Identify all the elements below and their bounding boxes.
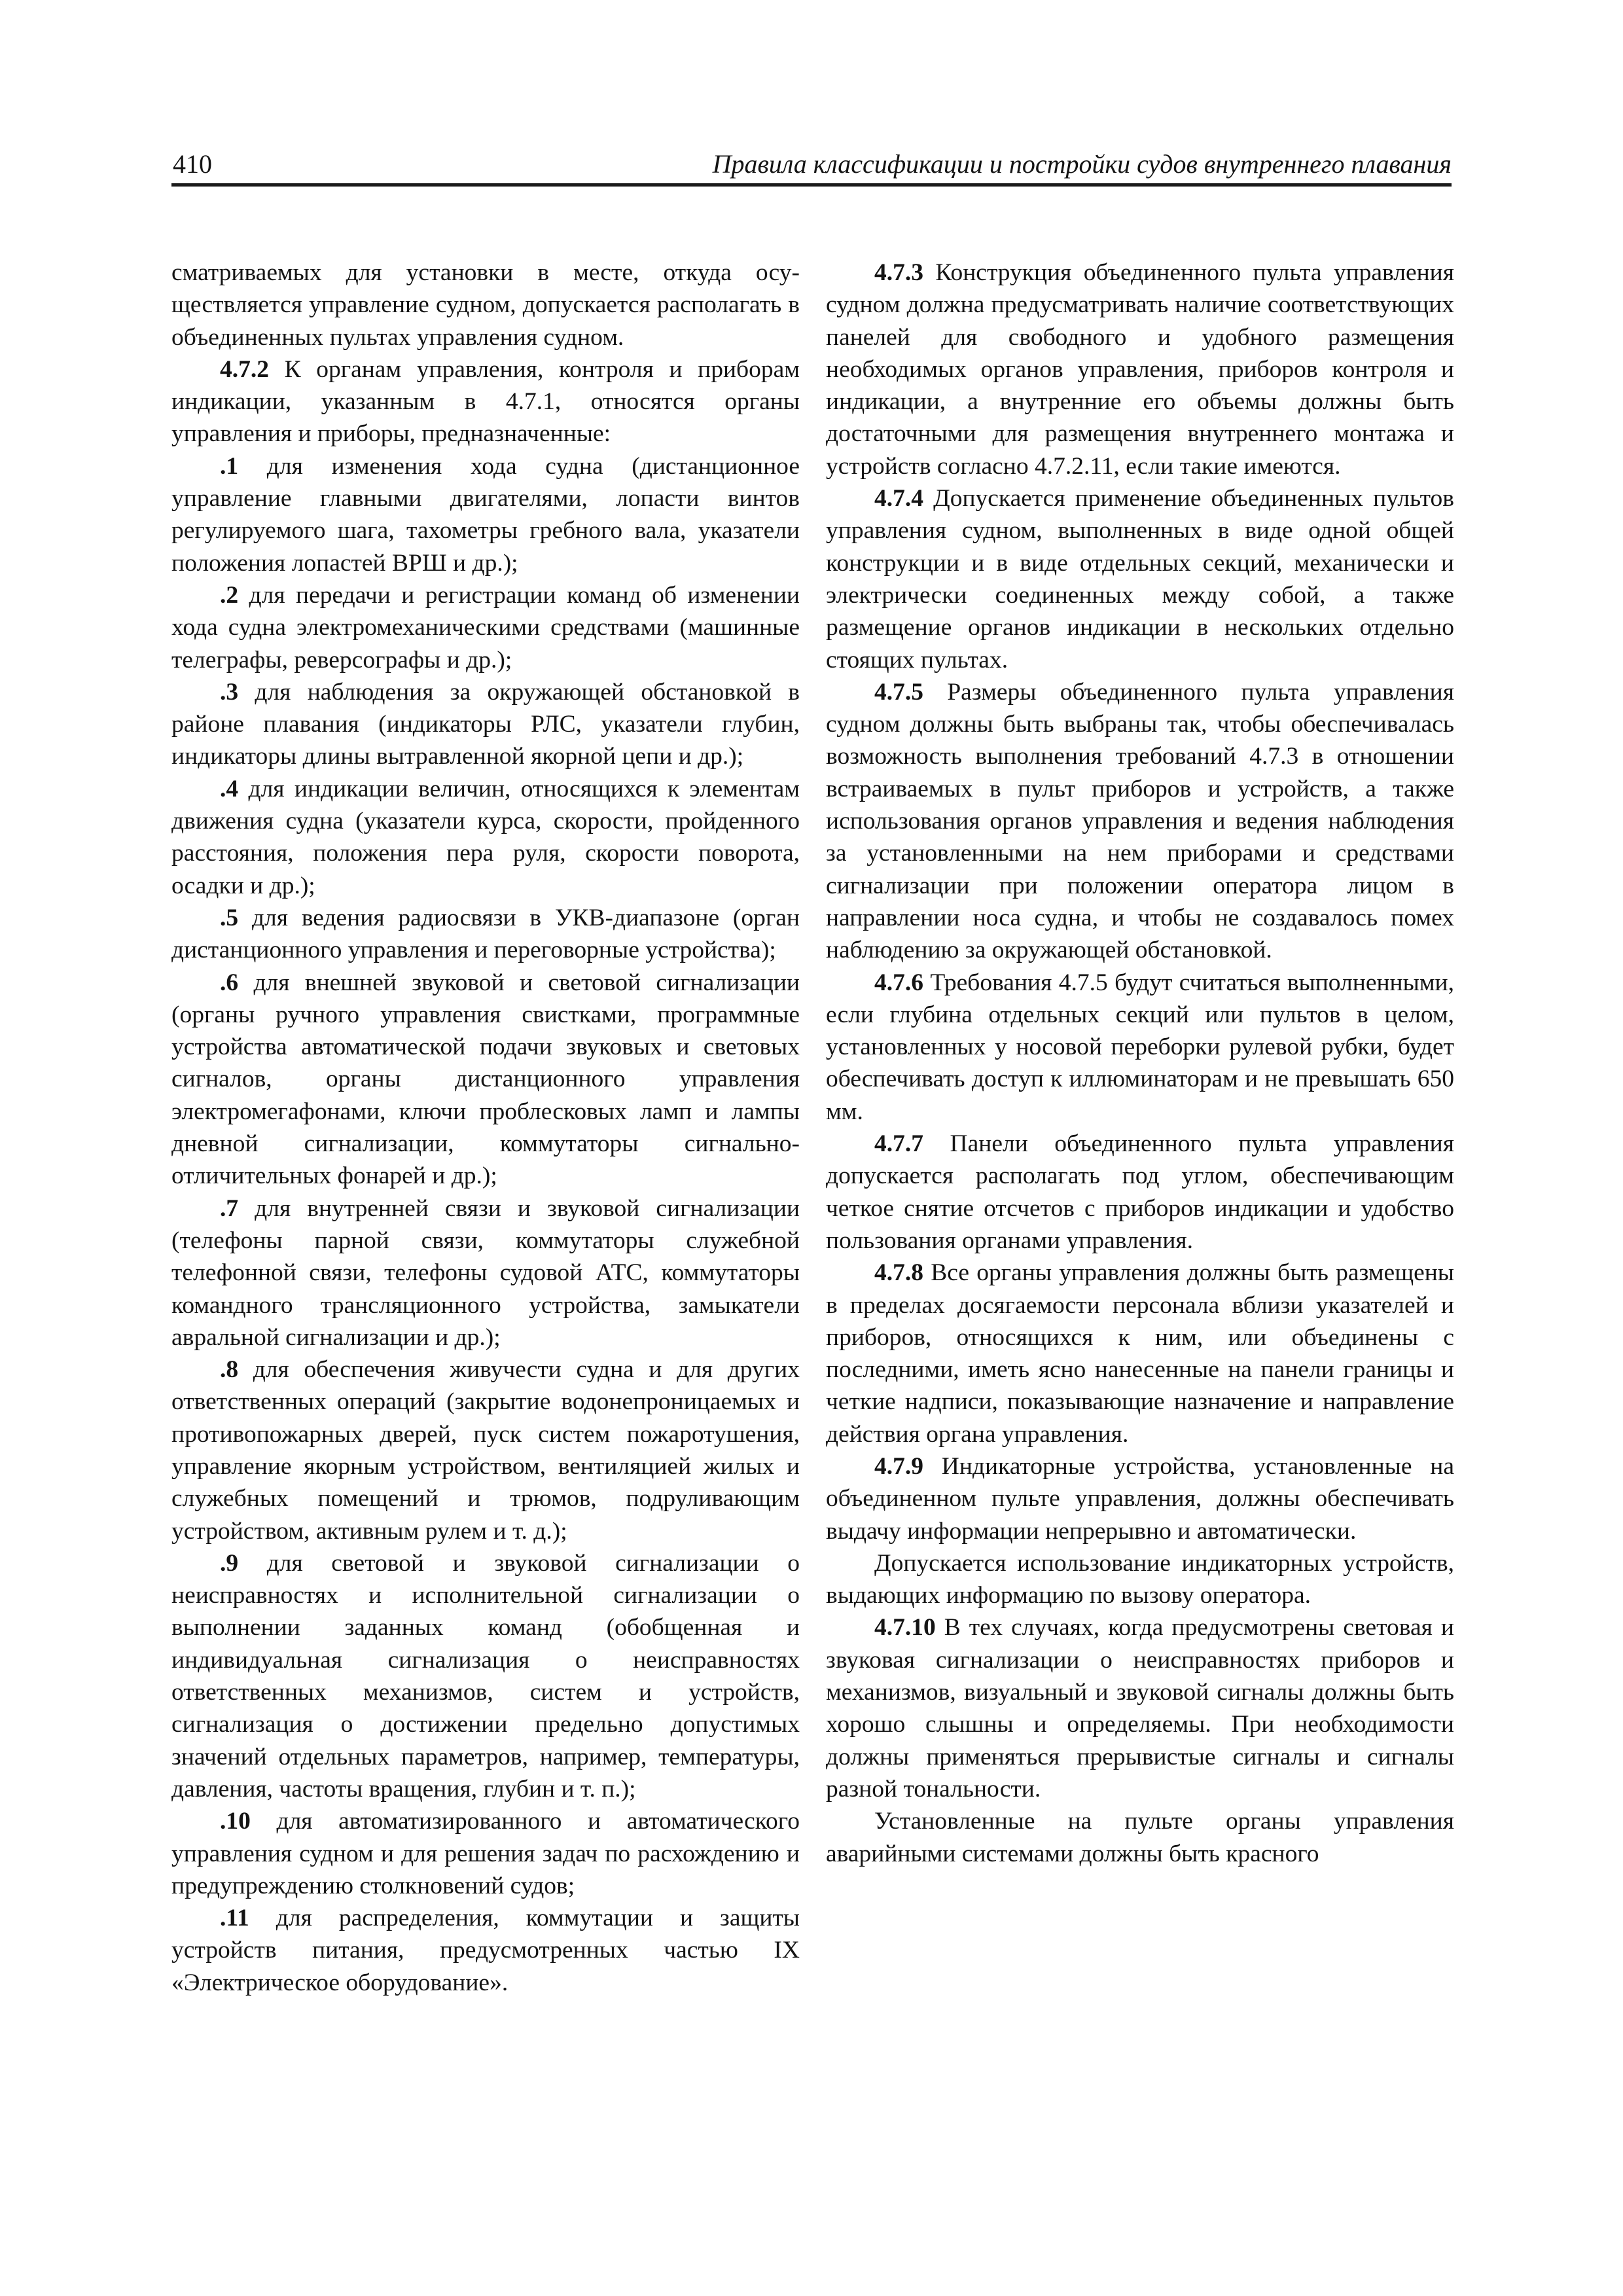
left-column bbox=[171, 257, 800, 1999]
page-header bbox=[171, 143, 1452, 187]
running-title: Правила классификации и постройки судов внутреннего плавания bbox=[712, 149, 1452, 179]
clause-number: .9 bbox=[220, 1549, 239, 1577]
clause-number: .4 bbox=[220, 775, 239, 802]
clause-number: 4.7.9 bbox=[874, 1452, 923, 1480]
paragraph: .7 для внутренней связи и звуковой сигнализации (телефоны парной связи, коммутаторы служебной телефонной связи, телефоны судовой АТС, коммутаторы командного трансляционного устройства, замыкатели авральной сигнализации и др.); bbox=[171, 1194, 800, 1351]
clause-number: 4.7.4 bbox=[874, 485, 923, 512]
paragraph: .4 для индикации величин, относящихся к элементам движения судна (указатели курса, скорости, пройденного расстояния, положения пера руля, скорости поворота, осадки и др.); bbox=[171, 775, 800, 899]
clause-number: 4.7.2 bbox=[220, 355, 269, 383]
clause-number: .5 bbox=[220, 904, 239, 931]
clause-number: 4.7.10 bbox=[874, 1614, 936, 1641]
paragraph: .1 для изменения хода судна (дистанционное управление главными двигателями, лопасти винтов регулируемого шага, тахометры гребного вала, указатели положения лопастей ВРШ и др.); bbox=[171, 452, 800, 577]
paragraph: .5 для ведения радиосвязи в УКВ-диапазоне (орган дистанционного управления и переговорные устройства); bbox=[171, 904, 800, 964]
clause-number: 4.7.6 bbox=[874, 969, 923, 996]
paragraph: .10 для автоматизированного и автоматического управления судном и для решения задач по расхождению и предупреждению столкновений судов; bbox=[171, 1808, 800, 1899]
clause-number: .3 bbox=[220, 678, 239, 706]
paragraph: сматриваемых для установки в месте, откуда осуществляется управление судном, допускается располагать в объединенных пультах управления судном. bbox=[171, 259, 800, 351]
clause-number: 4.7.7 bbox=[874, 1130, 923, 1158]
paragraph: .6 для внешней звуковой и световой сигнализации (органы ручного управления свистками, программные устройства автоматической подачи звуковых и световых сигналов, органы дистанционного управления электромегафонами, ключи проблесковых ламп и лампы дневной сигнализации, коммутаторы сигнально-отличительных фонарей и др.); bbox=[171, 969, 800, 1190]
paragraph: 4.7.9 Индикаторные устройства, установленные на объединенном пульте управления, должны обеспечивать выдачу информации непрерывно и автоматически. bbox=[826, 1452, 1454, 1545]
clause-number: .7 bbox=[220, 1194, 239, 1222]
clause-number: .2 bbox=[220, 581, 239, 609]
clause-number: .10 bbox=[220, 1808, 251, 1835]
clause-number: .8 bbox=[220, 1356, 239, 1384]
clause-number: 4.7.8 bbox=[874, 1259, 923, 1287]
clause-number: .6 bbox=[220, 969, 239, 996]
paragraph: 4.7.4 Допускается применение объединенных пультов управления судном, выполненных в виде одной общей конструкции и в виде отдельных секций, механически и электрически соединенных между собой, а также размещение органов индикации в нескольких отдельно стоящих пультах. bbox=[826, 485, 1454, 673]
paragraph: 4.7.7 Панели объединенного пульта управления допускается располагать под углом, обеспечивающим четкое снятие отсчетов с приборов индикации и удобство пользования органами управления. bbox=[826, 1130, 1454, 1254]
clause-number: 4.7.3 bbox=[874, 259, 923, 286]
paragraph: .9 для световой и звуковой сигнализации о неисправностях и исполнительной сигнализации о выполнении заданных команд (обобщенная и индивидуальная сигнализация о неисправностях ответственных механизмов, систем и устройств, сигнализация о достижении предельно допустимых значений отдельных параметров, например, температуры, давления, частоты вращения, глубин и т. п.); bbox=[171, 1549, 800, 1803]
clause-number: 4.7.5 bbox=[874, 678, 923, 706]
paragraph: .8 для обеспечения живучести судна и для других ответственных операций (закрытие водонепроницаемых и противопожарных дверей, пуск систем пожаротушения, управление якорным устройством, вентиляцией жилых и служебных помещений и трюмов, подруливающим устройством, активным рулем и т. д.); bbox=[171, 1356, 800, 1545]
paragraph: 4.7.8 Все органы управления должны быть размещены в пределах досягаемости персонала вблизи указателей и приборов, относящихся к ним, или объединены с последними, иметь ясно нанесенные на панели границы и четкие надписи, показывающие назначение и направление действия органа управления. bbox=[826, 1259, 1454, 1448]
paragraph: Установленные на пульте органы управления аварийными системами должны быть красного bbox=[826, 1808, 1454, 1867]
paragraph: 4.7.2 К органам управления, контроля и приборам индикации, указанным в 4.7.1, относятся органы управления и приборы, предназначенные: bbox=[171, 355, 800, 448]
right-column bbox=[826, 257, 1454, 1870]
paragraph: Допускается использование индикаторных устройств, выдающих информацию по вызову оператора. bbox=[826, 1549, 1454, 1609]
paragraph: 4.7.5 Размеры объединенного пульта управления судном должны быть выбраны так, чтобы обеспечивалась возможность выполнения требований 4.7.3 в отношении встраиваемых в пульт приборов и устройств, а также использования органов управления и ведения наблюдения за установленными на нем приборами и средствами сигнализации при положении оператора лицом в направлении носа судна, и чтобы не создавалось помех наблюдению за окружающей обстановкой. bbox=[826, 678, 1454, 964]
clause-number: .11 bbox=[220, 1905, 249, 1932]
paragraph: 4.7.6 Требования 4.7.5 будут считаться выполненными, если глубина отдельных секций или пультов в целом, установленных у носовой переборки рулевой рубки, будет обеспечивать доступ к иллюминаторам и не превышать 650 мм. bbox=[826, 969, 1454, 1125]
paragraph: .2 для передачи и регистрации команд об изменении хода судна электромеханическими средствами (машинные телеграфы, реверсографы и др.); bbox=[171, 581, 800, 673]
paragraph: .11 для распределения, коммутации и защиты устройств питания, предусмотренных частью IX «Электрическое оборудование». bbox=[171, 1905, 800, 1996]
page-number: 410 bbox=[173, 149, 212, 179]
clause-number: .1 bbox=[220, 452, 239, 480]
paragraph: 4.7.3 Конструкция объединенного пульта управления судном должна предусматривать наличие соответствующих панелей для свободного и удобного размещения необходимых органов управления, приборов контроля и индикации, а внутренние его объемы должны быть достаточными для размещения внутреннего монтажа и устройств согласно 4.7.2.11, если такие имеются. bbox=[826, 259, 1454, 480]
paragraph: .3 для наблюдения за окружающей обстановкой в районе плавания (индикаторы РЛС, указатели глубин, индикаторы длины вытравленной якорной цепи и др.); bbox=[171, 678, 800, 770]
paragraph: 4.7.10 В тех случаях, когда предусмотрены световая и звуковая сигнализации о неисправностях приборов и механизмов, визуальный и звуковой сигналы должны быть хорошо слышны и определяемы. При необходимости должны применяться прерывистые сигналы и сигналы разной тональности. bbox=[826, 1614, 1454, 1803]
